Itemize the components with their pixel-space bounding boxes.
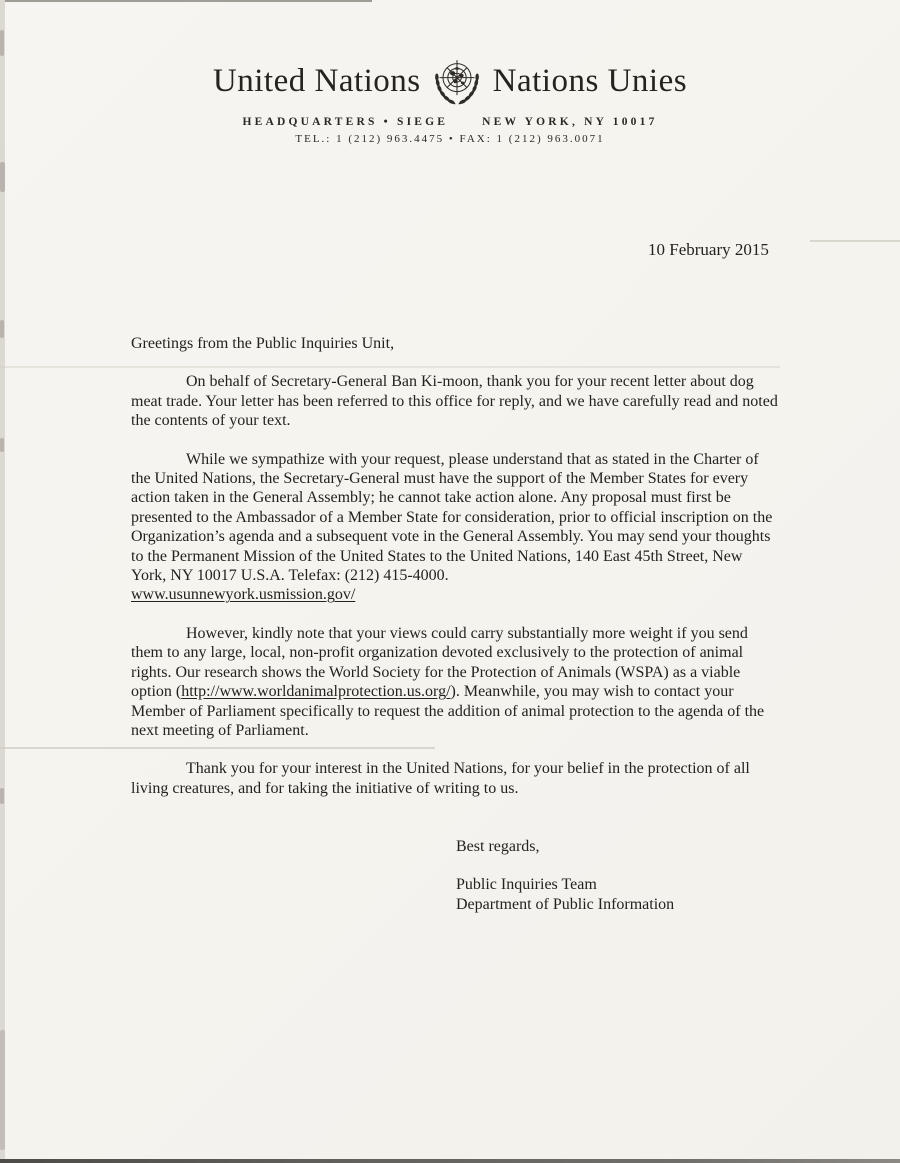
valediction: Best regards, bbox=[456, 838, 540, 855]
closing-block bbox=[456, 837, 674, 914]
usun-mission-url: www.usunnewyork.usmission.gov/ bbox=[131, 586, 356, 604]
letter-body bbox=[131, 334, 779, 817]
salutation: Greetings from the Public Inquiries Unit, bbox=[131, 335, 395, 352]
scan-edge-top bbox=[0, 0, 372, 2]
signature-department: Department of Public Information bbox=[456, 895, 675, 913]
scan-smudge bbox=[0, 320, 4, 338]
scan-smudge bbox=[0, 1030, 5, 1150]
body-paragraph-1: On behalf of Secretary-General Ban Ki-moon, thank you for your recent letter about dog meat trade. Your letter has been referred to this office for reply, and we have carefully read and noted the contents of your text. bbox=[131, 373, 778, 430]
body-paragraph-3-text-before: However, kindly note that your views could carry substantially more weight if you send them to any large, local, non-profit organization devoted exclusively to the protection of animal rights. Our research shows the World Society for the Protection of Animals (WSPA) as a viable option ( bbox=[131, 624, 748, 701]
scan-edge-bottom bbox=[0, 1159, 900, 1163]
body-paragraph-2-text: While we sympathize with your request, please understand that as stated in the Charter of the United Nations, the Secretary-General must have the support of the Member States for every action taken in the General Assembly; he cannot take action alone. Any proposal must first be presented to the Ambassador of a Member State for consideration, prior to official inscription on the Organization’s agenda and a subsequent vote in the General Assembly. You may send your thoughts to the Permanent Mission of the United States to the United Nations, 140 East 45th Street, New York, NY 10017 U.S.A. Telefax: (212) 415-4000. bbox=[131, 450, 773, 585]
un-emblem-icon bbox=[429, 54, 485, 110]
org-name-english: United Nations bbox=[212, 62, 421, 99]
org-name-french: Nations Unies bbox=[492, 62, 688, 99]
letterhead-contact-line: TEL.: 1 (212) 963.4475 • FAX: 1 (212) 963.0071 bbox=[295, 133, 605, 145]
letterhead-address-left: HEADQUARTERS • SIEGE bbox=[242, 116, 449, 128]
body-paragraph-2 bbox=[131, 450, 779, 605]
letterhead bbox=[0, 52, 900, 145]
letterhead-address-line bbox=[0, 116, 900, 128]
paper-fold-line bbox=[810, 240, 900, 242]
signature-team: Public Inquiries Team bbox=[456, 876, 597, 894]
body-paragraph-4: Thank you for your interest in the United Nations, for your belief in the protection of all living creatures, and for taking the initiative of writing to us. bbox=[131, 760, 750, 797]
world-animal-protection-url: http://www.worldanimalprotection.us.org/ bbox=[181, 683, 451, 701]
letterhead-address-right: NEW YORK, NY 10017 bbox=[482, 116, 658, 128]
letter-date: 10 February 2015 bbox=[648, 240, 769, 259]
scan-smudge bbox=[0, 438, 4, 452]
scan-smudge bbox=[0, 162, 5, 192]
body-paragraph-3-text-after: ). Meanwhile, you may wish to contact your Member of Parliament specifically to request the addition of animal protection to the agenda of the next meeting of Parliament. bbox=[131, 683, 765, 739]
scan-smudge bbox=[0, 788, 4, 804]
body-paragraph-3 bbox=[131, 624, 779, 740]
